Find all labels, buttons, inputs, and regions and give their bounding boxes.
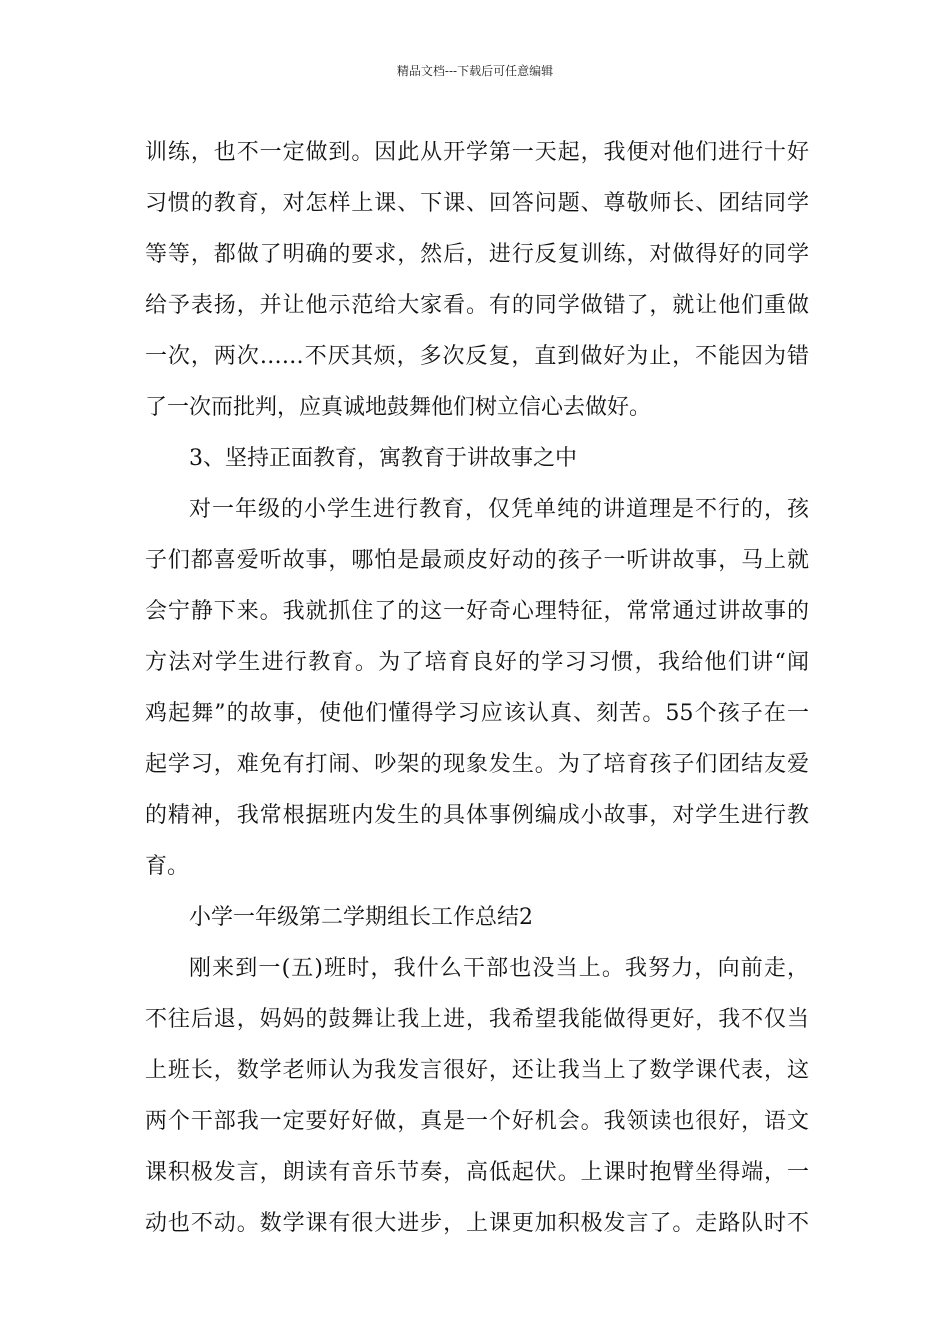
text-line: 起学习，难免有打闹、吵架的现象发生。为了培育孩子们团结友爱 [145,752,809,777]
text-line: 上班长，数学老师认为我发言很好，还让我当上了数学课代表，这 [145,1058,809,1083]
text-line: 了一次而批判，应真诚地鼓舞他们树立信心去做好。 [145,395,652,420]
text-line: 动也不动。数学课有很大进步，上课更加积极发言了。走路队时不 [145,1211,809,1236]
text-line: 刚来到一(五)班时，我什么干部也没当上。我努力，向前走， [189,956,809,981]
text-line: 鸡起舞”的故事，使他们懂得学习应该认真、刻苦。55个孩子在一 [145,701,809,726]
text-line: 的精神，我常根据班内发生的具体事例编成小故事，对学生进行教 [145,803,809,828]
page-header: 精品文档---下载后可任意编辑 [396,64,554,78]
text-line: 课积极发言，朗读有音乐节奏，高低起伏。上课时抱臂坐得端，一 [145,1160,809,1185]
text-line: 会宁静下来。我就抓住了的这一好奇心理特征，常常通过讲故事的 [145,599,809,624]
text-line: 对一年级的小学生进行教育，仅凭单纯的讲道理是不行的，孩 [189,497,809,522]
text-line: 育。 [145,854,190,879]
document-body [145,127,809,1249]
text-line: 给予表扬，并让他示范给大家看。有的同学做错了，就让他们重做 [145,293,809,318]
text-line: 等等，都做了明确的要求，然后，进行反复训练，对做得好的同学 [145,242,809,267]
section-title: 小学一年级第二学期组长工作总结2 [189,905,533,930]
text-line: 一次，两次……不厌其烦，多次反复，直到做好为止，不能因为错 [145,344,809,369]
text-line: 训练，也不一定做到。因此从开学第一天起，我便对他们进行十好 [145,140,809,165]
text-line: 子们都喜爱听故事，哪怕是最顽皮好动的孩子一听讲故事，马上就 [145,548,809,573]
text-line: 不往后退，妈妈的鼓舞让我上进，我希望我能做得更好，我不仅当 [145,1007,809,1032]
text-line: 两个干部我一定要好好做，真是一个好机会。我领读也很好，语文 [145,1109,809,1134]
text-line: 方法对学生进行教育。为了培育良好的学习习惯，我给他们讲“闻 [145,650,809,675]
section-heading: 3、坚持正面教育，寓教育于讲故事之中 [189,446,577,471]
text-line: 习惯的教育，对怎样上课、下课、回答问题、尊敬师长、团结同学 [145,191,809,216]
